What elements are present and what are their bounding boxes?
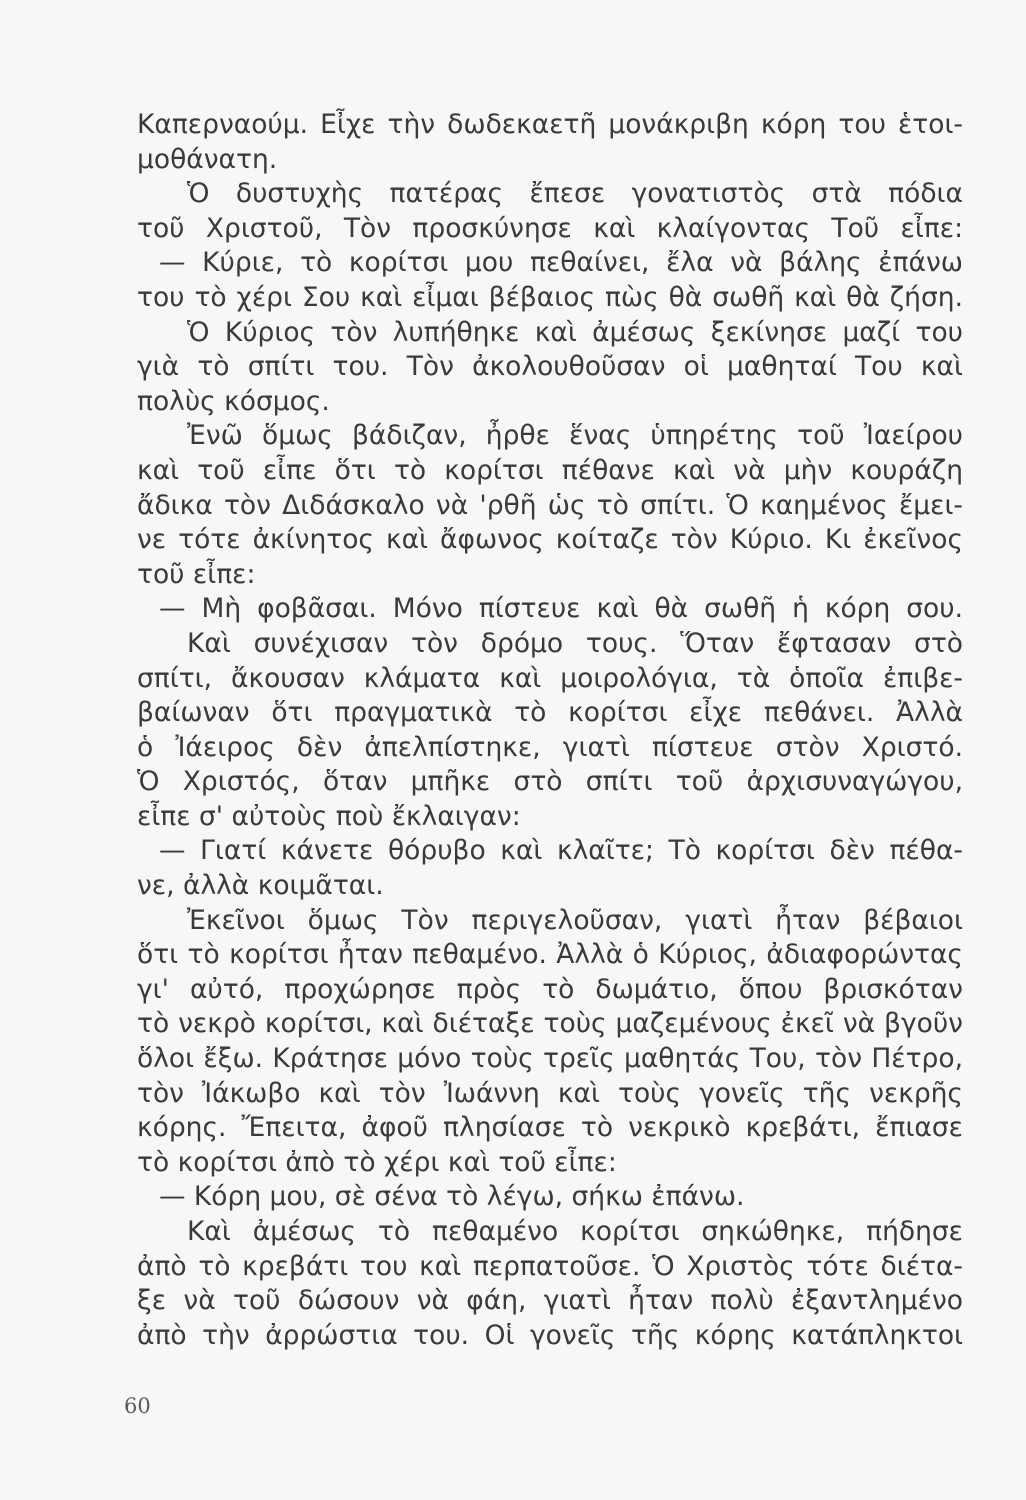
text-line: — Γιατί κάνετε θόρυβο καὶ κλαῖτε; Τὸ κορίτσι δὲν πέθα- (159, 835, 963, 867)
text-line: κόρης. Ἔπειτα, ἀφοῦ πλησίασε τὸ νεκρικὸ κρεβάτι, ἔπιασε (137, 1112, 963, 1144)
text-line: του τὸ χέρι Σου καὶ εἶμαι βέβαιος πὼς θὰ σωθῆ καὶ θὰ ζήση. (137, 281, 963, 313)
text-line: τὸ κορίτσι ἀπὸ τὸ χέρι καὶ τοῦ εἶπε: (137, 1146, 617, 1178)
text-line: μοθάνατη. (137, 143, 278, 175)
text-line: νε, ἀλλὰ κοιμᾶται. (137, 870, 384, 902)
text-line: Καὶ συνέχισαν τὸν δρόμο τους. Ὅταν ἔφτασαν στὸ (187, 627, 963, 659)
page-number: 60 (124, 1394, 151, 1418)
text-line: Ὁ Κύριος τὸν λυπήθηκε καὶ ἀμέσως ξεκίνησε μαζί του (187, 316, 963, 348)
text-line: Καπερναούμ. Εἶχε τὴν δωδεκαετῆ μονάκριβη κόρη του ἑτοι- (137, 109, 963, 140)
text-line: ἀπὸ τὴν ἀρρώστια του. Οἱ γονεῖς τῆς κόρης κατάπληκτοι (137, 1319, 963, 1351)
text-line: Ἐνῶ ὅμως βάδιζαν, ἦρθε ἕνας ὑπηρέτης τοῦ Ἰαείρου (187, 420, 963, 452)
text-line: Ὁ Χριστός, ὅταν μπῆκε στὸ σπίτι τοῦ ἀρχισυναγώγου, (137, 766, 963, 798)
text-line: ἄδικα τὸν Διδάσκαλο νὰ 'ρθῆ ὡς τὸ σπίτι. Ὁ καημένος ἔμει- (137, 489, 963, 521)
text-line: — Κόρη μου, σὲ σένα τὸ λέγω, σήκω ἐπάνω. (159, 1181, 745, 1213)
text-line: τοῦ εἶπε: (137, 558, 256, 590)
text-line: εἶπε σ' αὐτοὺς ποὺ ἔκλαιγαν: (137, 800, 521, 832)
text-line: — Μὴ φοβᾶσαι. Μόνο πίστευε καὶ θὰ σωθῆ ἡ κόρη σου. (159, 593, 963, 625)
text-line: ὅτι τὸ κορίτσι ἦταν πεθαμένο. Ἀλλὰ ὁ Κύριος, ἀδιαφορώντας (137, 939, 963, 971)
text-line: καὶ τοῦ εἶπε ὅτι τὸ κορίτσι πέθανε καὶ νὰ μὴν κουράζη (137, 454, 963, 486)
text-line: γι' αὐτό, προχώρησε πρὸς τὸ δωμάτιο, ὅπου βρισκόταν (137, 973, 963, 1005)
text-line: πολὺς κόσμος. (137, 385, 330, 417)
text-line: τὸν Ἰάκωβο καὶ τὸν Ἰωάννη καὶ τοὺς γονεῖς τῆς νεκρῆς (137, 1077, 963, 1109)
text-line: — Κύριε, τὸ κορίτσι μου πεθαίνει, ἔλα νὰ βάλης ἐπάνω (159, 247, 963, 279)
text-line: βαίωναν ὅτι πραγματικὰ τὸ κορίτσι εἶχε πεθάνει. Ἀλλὰ (137, 697, 963, 729)
text-line: γιὰ τὸ σπίτι του. Τὸν ἀκολουθοῦσαν οἱ μαθηταί Του καὶ (137, 351, 963, 383)
text-line: Καὶ ἀμέσως τὸ πεθαμένο κορίτσι σηκώθηκε, πήδησε (187, 1216, 963, 1247)
text-line: ὅλοι ἔξω. Κράτησε μόνο τοὺς τρεῖς μαθητάς Του, τὸν Πέτρο, (137, 1043, 963, 1075)
text-line: ἀπὸ τὸ κρεβάτι του καὶ περπατοῦσε. Ὁ Χριστὸς τότε διέτα- (137, 1250, 963, 1282)
text-line: ὁ Ἰάειρος δὲν ἀπελπίστηκε, γιατὶ πίστευε στὸν Χριστό. (137, 731, 963, 763)
body-text (137, 108, 963, 1353)
text-line: Ὁ δυστυχὴς πατέρας ἔπεσε γονατιστὸς στὰ πόδια (187, 178, 963, 210)
text-line: νε τότε ἀκίνητος καὶ ἄφωνος κοίταζε τὸν Κύριο. Κι ἐκεῖνος (137, 524, 963, 556)
text-line: ξε νὰ τοῦ δώσουν νὰ φάη, γιατὶ ἦταν πολὺ ἐξαντλημένο (137, 1285, 963, 1317)
text-line: σπίτι, ἄκουσαν κλάματα καὶ μοιρολόγια, τὰ ὁποῖα ἐπιβε- (137, 662, 963, 694)
text-line: τοῦ Χριστοῦ, Τὸν προσκύνησε καὶ κλαίγοντας Τοῦ εἶπε: (137, 212, 963, 244)
text-line: τὸ νεκρὸ κορίτσι, καὶ διέταξε τοὺς μαζεμένους ἐκεῖ νὰ βγοῦν (137, 1008, 963, 1040)
text-line: Ἐκεῖνοι ὅμως Τὸν περιγελοῦσαν, γιατὶ ἦταν βέβαιοι (187, 904, 963, 936)
